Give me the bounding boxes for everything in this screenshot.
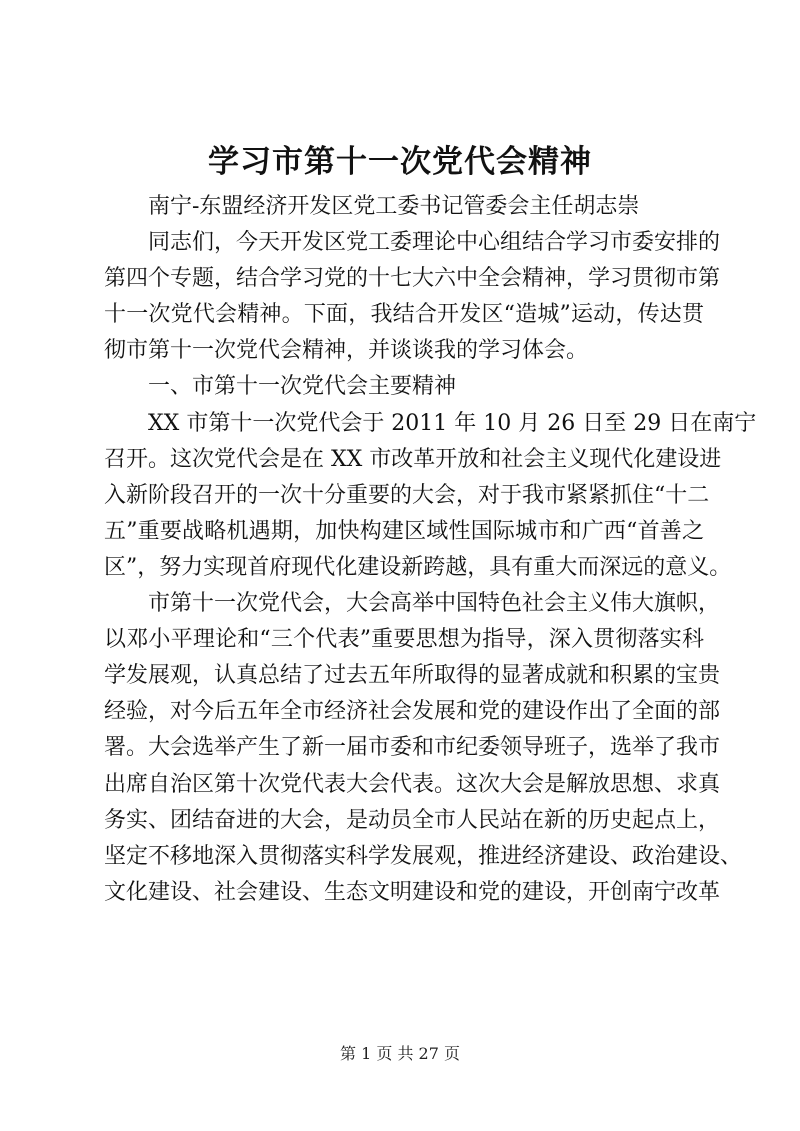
paragraph-line: XX 市第十一次党代会于 2011 年 10 月 26 日至 29 日在南宁 xyxy=(148,410,757,436)
document-body xyxy=(104,189,757,911)
page-number: 第 1 页 共 27 页 xyxy=(340,1044,460,1063)
document-title: 学习市第十一次党代会精神 xyxy=(208,144,592,180)
paragraph-line: 十一次党代会精神。下面，我结合开发区“造城”运动，传达贯 xyxy=(104,302,704,328)
paragraph-line: 出席自治区第十次党代表大会代表。这次大会是解放思想、求真 xyxy=(104,771,721,797)
paragraph-line: 坚定不移地深入贯彻落实科学发展观，推进经济建设、政治建设、 xyxy=(104,843,743,869)
paragraph-line: 以邓小平理论和“三个代表”重要思想为指导，深入贯彻落实科 xyxy=(104,627,704,653)
paragraph-line: 署。大会选举产生了新一届市委和市纪委领导班子，选举了我市 xyxy=(104,735,721,761)
paragraph-line: 召开。这次党代会是在 XX 市改革开放和社会主义现代化建设进 xyxy=(104,446,722,472)
author-line: 南宁-东盟经济开发区党工委书记管委会主任胡志崇 xyxy=(148,194,640,219)
paragraph-line: 市第十一次党代会，大会高举中国特色社会主义伟大旗帜， xyxy=(148,591,721,617)
paragraph-line: 区”，努力实现首府现代化建设新跨越，具有重大而深远的意义。 xyxy=(104,554,732,580)
paragraph-line: 务实、团结奋进的大会，是动员全市人民站在新的历史起点上， xyxy=(104,807,721,833)
paragraph-line: 同志们，今天开发区党工委理论中心组结合学习市委安排的 xyxy=(148,230,721,256)
paragraph-line: 五”重要战略机遇期，加快构建区域性国际城市和广西“首善之 xyxy=(104,518,704,544)
paragraph-line: 第四个专题，结合学习党的十七大六中全会精神，学习贯彻市第 xyxy=(104,266,721,292)
section-heading: 一、市第十一次党代会主要精神 xyxy=(148,374,457,400)
paragraph-line: 彻市第十一次党代会精神，并谈谈我的学习体会。 xyxy=(104,338,589,364)
paragraph-line: 经验，对今后五年全市经济社会发展和党的建设作出了全面的部 xyxy=(104,699,721,725)
paragraph-line: 学发展观，认真总结了过去五年所取得的显著成就和积累的宝贵 xyxy=(104,663,721,689)
paragraph-line: 入新阶段召开的一次十分重要的大会，对于我市紧紧抓住“十二 xyxy=(104,482,710,508)
paragraph-line: 文化建设、社会建设、生态文明建设和党的建设，开创南宁改革 xyxy=(104,879,721,905)
